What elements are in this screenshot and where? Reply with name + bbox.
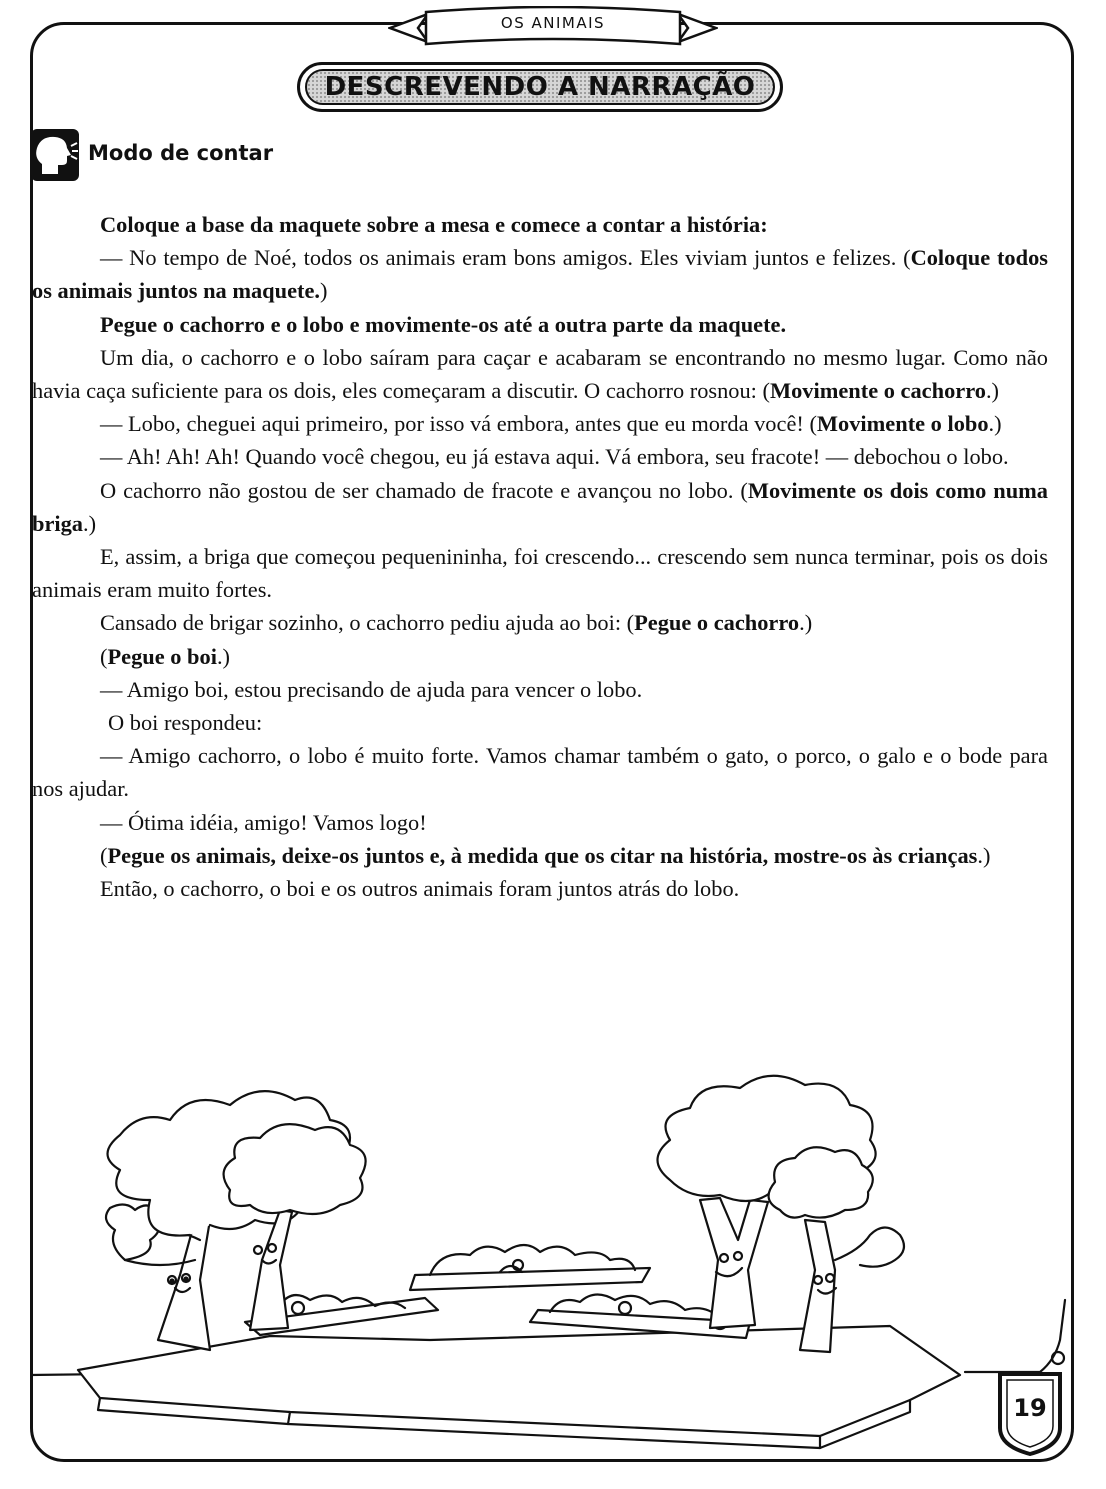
- page-title-inner: [305, 69, 775, 105]
- narration-text: .): [988, 411, 1002, 437]
- story-paragraph: [32, 407, 1048, 440]
- narration-text: — Ótima idéia, amigo! Vamos logo!: [100, 809, 427, 835]
- story-paragraph: [32, 739, 1048, 805]
- narration-text: E, assim, a briga que começou pequenininha, foi crescendo... crescendo sem nunca terminar, pois os dois animais eram muito fortes.: [32, 544, 1048, 603]
- story-paragraph: [32, 839, 1048, 872]
- stage-direction: Movimente o cachorro: [769, 378, 986, 404]
- narration-text: ): [320, 278, 328, 304]
- banner-label: OS ANIMAIS: [440, 14, 666, 32]
- narration-text: .): [977, 842, 991, 868]
- page-title: DESCREVENDO A NARRAÇÃO: [324, 72, 756, 102]
- stage-direction: Movimente o lobo: [816, 411, 989, 437]
- narration-text: — Amigo boi, estou precisando de ajuda para vencer o lobo.: [100, 676, 643, 702]
- narration-text: (: [100, 842, 108, 868]
- narration-text: — No tempo de Noé, todos os animais eram bons amigos. Eles viviam juntos e felizes. (: [100, 245, 911, 271]
- narration-text: — Lobo, cheguei aqui primeiro, por isso vá embora, antes que eu morda você! (: [100, 411, 817, 437]
- section-label: Modo de contar: [88, 141, 274, 165]
- story-paragraph: [32, 474, 1048, 540]
- section-heading: [30, 128, 273, 182]
- narration-text: .): [799, 610, 813, 636]
- stage-direction: Movimente os dois como numa briga: [32, 477, 1048, 536]
- page-title-box: [297, 62, 783, 112]
- story-paragraph: [32, 208, 1048, 241]
- story-paragraph: [32, 440, 1048, 473]
- story-paragraph: [32, 872, 1048, 905]
- narration-text: O boi respondeu:: [108, 710, 263, 736]
- narration-text: .): [216, 643, 230, 669]
- page-number: 19: [1013, 1394, 1047, 1422]
- stage-direction: Pegue o cachorro: [634, 610, 800, 636]
- stage-direction: Pegue os animais, deixe-os juntos e, à medida que os citar na história, mostre-os às crianças: [107, 842, 978, 868]
- stage-direction: Pegue o cachorro e o lobo e movimente-os até a outra parte da maquete.: [100, 311, 787, 337]
- narration-text: .): [985, 378, 999, 404]
- forest-model-illustration: [30, 1060, 1080, 1450]
- story-paragraph: [32, 673, 1048, 706]
- narration-text: — Amigo cachorro, o lobo é muito forte. Vamos chamar também o gato, o porco, o galo e o bode para nos ajudar.: [32, 743, 1048, 802]
- narration-text: (: [100, 643, 108, 669]
- story-paragraph: [32, 806, 1048, 839]
- narration-text: .): [83, 510, 97, 536]
- narration-text: Cansado de brigar sozinho, o cachorro pediu ajuda ao boi: (: [100, 610, 635, 636]
- stage-direction: Coloque todos os animais juntos na maquete.: [32, 245, 1048, 304]
- story-paragraph: [32, 606, 1048, 639]
- narration-text: O cachorro não gostou de ser chamado de fracote e avançou no lobo. (: [100, 477, 748, 503]
- story-paragraph: [32, 241, 1048, 307]
- story-paragraph: [32, 308, 1048, 341]
- story-paragraph: [32, 706, 1048, 739]
- narration-text: — Ah! Ah! Ah! Quando você chegou, eu já estava aqui. Vá embora, seu fracote! — debochou o lobo.: [100, 444, 1009, 470]
- story-paragraph: [32, 341, 1048, 407]
- stage-direction: Pegue o boi: [107, 643, 217, 669]
- story-text: [32, 208, 1048, 905]
- speaking-head-icon: [30, 128, 80, 182]
- story-paragraph: [32, 640, 1048, 673]
- stage-direction: Coloque a base da maquete sobre a mesa e comece a contar a história:: [100, 212, 768, 237]
- story-paragraph: [32, 540, 1048, 606]
- narration-text: Então, o cachorro, o boi e os outros animais foram juntos atrás do lobo.: [100, 876, 740, 902]
- narration-text: Um dia, o cachorro e o lobo saíram para caçar e acabaram se encontrando no mesmo lugar. Como não havia caça suficiente para os dois, eles começaram a discutir. O cachorro rosnou: (: [32, 344, 1048, 404]
